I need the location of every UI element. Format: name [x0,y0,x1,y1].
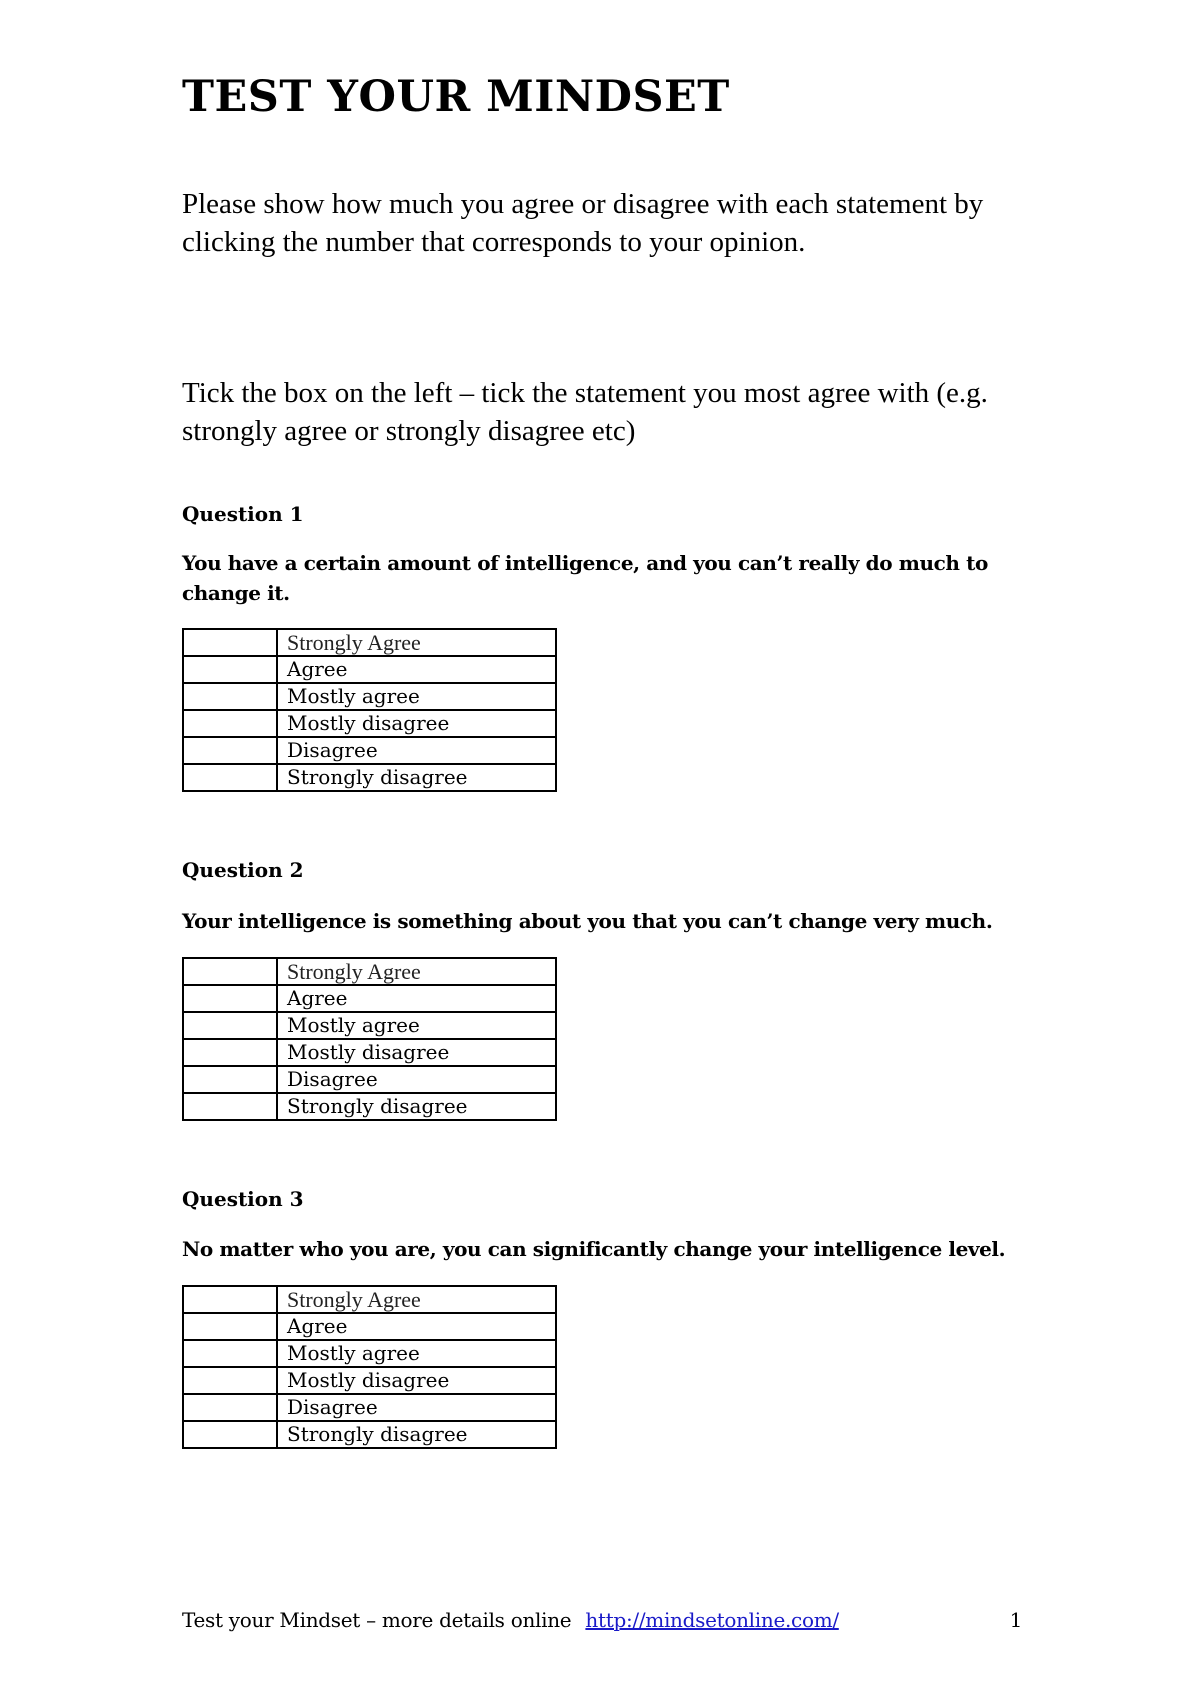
question-1-statement: You have a certain amount of intelligence, and you can’t really do much to change it. [182,551,988,605]
option-row[interactable] [183,985,556,1012]
tick-box[interactable] [183,1367,277,1394]
tick-instructions-paragraph: Tick the box on the left – tick the statement you most agree with (e.g. strongly agree or strongly disagree etc) [182,377,988,447]
tick-box[interactable] [183,629,277,656]
option-row[interactable] [183,1367,556,1394]
option-row[interactable] [183,1093,556,1120]
tick-box[interactable] [183,985,277,1012]
option-row[interactable] [183,656,556,683]
option-label: Mostly agree [277,1012,556,1039]
option-row[interactable] [183,1012,556,1039]
question-3-label: Question 3 [182,1187,304,1211]
tick-box[interactable] [183,683,277,710]
option-label: Mostly agree [277,683,556,710]
question-3-statement: No matter who you are, you can significantly change your intelligence level. [182,1237,1006,1261]
tick-box[interactable] [183,710,277,737]
option-row[interactable] [183,764,556,791]
footer-text: Test your Mindset – more details online [182,1608,572,1632]
question-2-label: Question 2 [182,858,304,882]
option-row[interactable] [183,1066,556,1093]
tick-box[interactable] [183,656,277,683]
option-row[interactable] [183,683,556,710]
option-label: Disagree [277,737,556,764]
question-2-statement: Your intelligence is something about you that you can’t change very much. [182,909,993,933]
tick-box[interactable] [183,1421,277,1448]
page-title: TEST YOUR MINDSET [182,72,730,122]
tick-box[interactable] [183,1039,277,1066]
option-row[interactable] [183,710,556,737]
option-label: Strongly Agree [277,629,556,656]
option-label: Agree [277,1313,556,1340]
option-label: Strongly Agree [277,1286,556,1313]
tick-box[interactable] [183,1313,277,1340]
option-label: Agree [277,985,556,1012]
tick-box[interactable] [183,1066,277,1093]
question-2-options-table [182,957,557,1121]
option-label: Strongly disagree [277,1093,556,1120]
option-label: Mostly agree [277,1340,556,1367]
option-label: Agree [277,656,556,683]
option-label: Disagree [277,1066,556,1093]
tick-box[interactable] [183,958,277,985]
question-3-options-table [182,1285,557,1449]
option-row[interactable] [183,1313,556,1340]
option-row[interactable] [183,1286,556,1313]
question-1-label: Question 1 [182,502,304,526]
option-row[interactable] [183,1421,556,1448]
option-row[interactable] [183,1394,556,1421]
tick-box[interactable] [183,1093,277,1120]
tick-box[interactable] [183,1340,277,1367]
tick-box[interactable] [183,1012,277,1039]
option-row[interactable] [183,1039,556,1066]
option-label: Strongly Agree [277,958,556,985]
tick-box[interactable] [183,1394,277,1421]
question-1-options-table [182,628,557,792]
tick-box[interactable] [183,1286,277,1313]
footer-link[interactable]: http://mindsetonline.com/ [585,1608,839,1632]
option-row[interactable] [183,958,556,985]
option-label: Mostly disagree [277,710,556,737]
option-label: Disagree [277,1394,556,1421]
option-label: Mostly disagree [277,1367,556,1394]
tick-box[interactable] [183,764,277,791]
tick-box[interactable] [183,737,277,764]
page-footer [182,1606,1022,1634]
option-label: Strongly disagree [277,764,556,791]
option-label: Mostly disagree [277,1039,556,1066]
page-number: 1 [1009,1608,1022,1632]
option-row[interactable] [183,737,556,764]
option-row[interactable] [183,629,556,656]
option-label: Strongly disagree [277,1421,556,1448]
instructions-paragraph: Please show how much you agree or disagree with each statement by clicking the number that corresponds to your opinion. [182,188,984,258]
option-row[interactable] [183,1340,556,1367]
